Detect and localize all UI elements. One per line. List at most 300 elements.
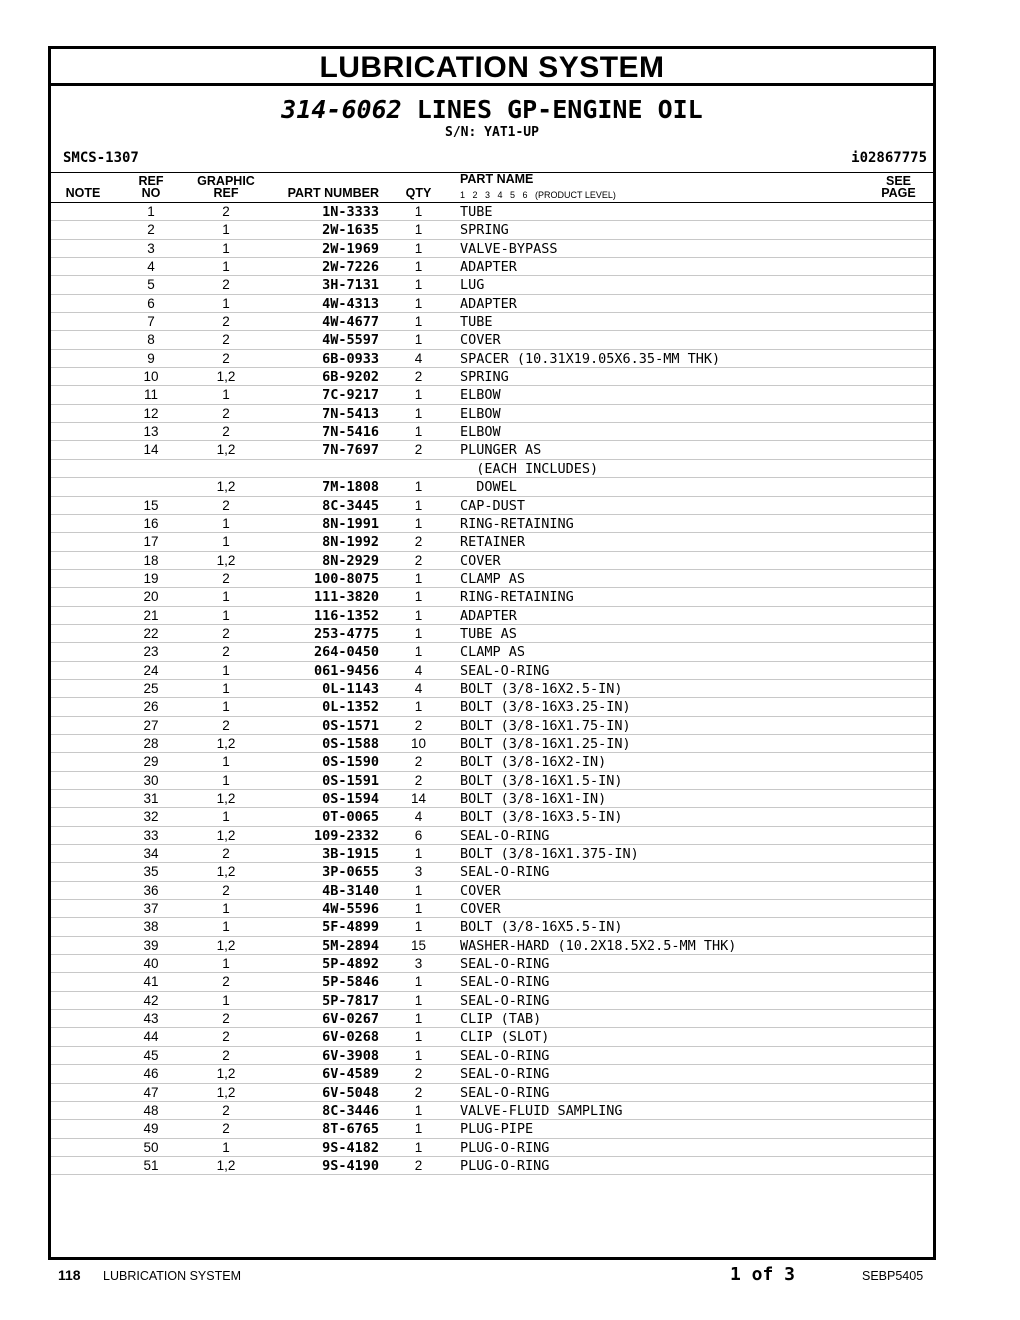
table-row bbox=[51, 276, 933, 294]
qty-cell: 1 bbox=[414, 901, 423, 917]
table-row bbox=[51, 1028, 933, 1046]
part-number-cell: 5P-7817 bbox=[322, 992, 379, 1009]
qty-cell: 1 bbox=[414, 1047, 423, 1063]
part-name-cell: VALVE-FLUID SAMPLING bbox=[460, 1102, 623, 1119]
group-title bbox=[51, 96, 933, 124]
graphic-ref-cell: 2 bbox=[222, 424, 230, 440]
ref-no-cell: 5 bbox=[147, 277, 155, 293]
part-name-cell: SEAL-O-RING bbox=[460, 956, 550, 973]
part-name-cell: VALVE-BYPASS bbox=[460, 240, 558, 257]
part-number-cell: 2W-1969 bbox=[322, 240, 379, 257]
graphic-ref-cell: 1 bbox=[222, 534, 230, 550]
ref-no-cell: 21 bbox=[143, 607, 159, 623]
part-number-cell: 264-0450 bbox=[313, 644, 379, 661]
qty-cell: 1 bbox=[414, 295, 423, 311]
graphic-ref-cell: 2 bbox=[222, 1121, 230, 1137]
part-name-cell: TUBE bbox=[460, 204, 493, 220]
graphic-ref-cell: 1 bbox=[222, 992, 230, 1008]
part-name-cell: COVER bbox=[460, 552, 501, 569]
group-part-number: 314-6062 bbox=[281, 95, 402, 124]
table-row bbox=[51, 441, 933, 459]
graphic-ref-cell: 2 bbox=[222, 882, 230, 898]
part-number-cell: 0S-1571 bbox=[322, 717, 379, 734]
qty-cell: 1 bbox=[414, 974, 423, 990]
qty-cell: 1 bbox=[414, 387, 423, 403]
qty-cell: 1 bbox=[414, 644, 423, 660]
graphic-ref-cell: 1,2 bbox=[216, 735, 236, 751]
section-title: LUBRICATION SYSTEM bbox=[51, 49, 933, 86]
part-name-cell: SEAL-O-RING bbox=[460, 1084, 550, 1101]
part-name-cell: ADAPTER bbox=[460, 607, 517, 624]
header-see-page-line2: PAGE bbox=[881, 186, 916, 200]
ref-no-cell: 18 bbox=[143, 552, 159, 568]
table-row bbox=[51, 607, 933, 625]
ref-no-cell: 29 bbox=[143, 754, 159, 770]
table-row bbox=[51, 515, 933, 533]
ref-no-cell: 10 bbox=[143, 369, 159, 385]
ref-no-cell: 17 bbox=[143, 534, 159, 550]
table-header bbox=[51, 172, 933, 203]
part-name-cell: RETAINER bbox=[460, 534, 526, 551]
graphic-ref-cell: 1,2 bbox=[216, 937, 236, 953]
part-name-cell: CLAMP AS bbox=[460, 644, 526, 661]
part-number-cell: 2W-1635 bbox=[322, 222, 379, 239]
ref-no-cell: 35 bbox=[143, 864, 159, 880]
ref-no-cell: 43 bbox=[143, 1011, 159, 1027]
ref-no-cell: 31 bbox=[143, 791, 159, 806]
qty-cell: 2 bbox=[414, 1157, 423, 1173]
qty-cell: 1 bbox=[414, 405, 423, 421]
ref-no-cell: 32 bbox=[143, 809, 159, 825]
part-number-cell: 6B-9202 bbox=[322, 369, 379, 386]
graphic-ref-cell: 1 bbox=[222, 754, 230, 770]
ref-no-cell: 36 bbox=[143, 882, 159, 898]
qty-cell: 1 bbox=[414, 424, 423, 440]
qty-cell: 2 bbox=[414, 772, 423, 788]
part-name-cell: BOLT (3/8-16X1.5-IN) bbox=[460, 772, 623, 789]
ref-no-cell: 15 bbox=[143, 497, 159, 513]
header-qty: QTY bbox=[405, 186, 432, 200]
table-row bbox=[51, 735, 933, 753]
qty-cell: 10 bbox=[410, 735, 427, 751]
part-name-cell: CAP-DUST bbox=[460, 497, 526, 514]
part-number-cell: 8T-6765 bbox=[322, 1121, 379, 1138]
part-name-cell: SPACER (10.31X19.05X6.35-MM THK) bbox=[460, 350, 721, 367]
graphic-ref-cell: 1 bbox=[222, 680, 230, 696]
part-name-cell: ELBOW bbox=[460, 387, 501, 404]
qty-cell: 1 bbox=[414, 570, 423, 586]
part-name-cell: (EACH INCLUDES) bbox=[460, 460, 599, 477]
graphic-ref-cell: 1 bbox=[222, 515, 230, 531]
ref-no-cell: 46 bbox=[143, 1066, 159, 1082]
table-row bbox=[51, 478, 933, 496]
table-row bbox=[51, 405, 933, 423]
ref-no-cell: 1 bbox=[147, 204, 155, 219]
qty-cell: 2 bbox=[414, 754, 423, 770]
graphic-ref-cell: 2 bbox=[222, 314, 230, 330]
part-name-cell: ADAPTER bbox=[460, 295, 517, 312]
part-number-cell: 6V-5048 bbox=[322, 1084, 379, 1101]
table-row bbox=[51, 643, 933, 661]
table-row bbox=[51, 1084, 933, 1102]
table-row bbox=[51, 386, 933, 404]
footer-page-of: 1 of 3 bbox=[730, 1264, 796, 1285]
qty-cell: 4 bbox=[414, 662, 423, 678]
parts-list-frame bbox=[48, 46, 936, 1260]
ref-no-cell: 49 bbox=[143, 1121, 159, 1137]
part-name-cell: ADAPTER bbox=[460, 259, 517, 276]
ref-no-cell: 14 bbox=[143, 442, 159, 458]
qty-cell: 4 bbox=[414, 350, 423, 366]
qty-cell: 1 bbox=[414, 240, 423, 256]
footer-document-code: SEBP5405 bbox=[862, 1269, 924, 1283]
table-row bbox=[51, 1157, 933, 1175]
qty-cell: 3 bbox=[414, 864, 423, 880]
qty-cell: 1 bbox=[414, 882, 423, 898]
table-row bbox=[51, 918, 933, 936]
part-name-cell: BOLT (3/8-16X3.25-IN) bbox=[460, 699, 631, 716]
part-name-cell: BOLT (3/8-16X2.5-IN) bbox=[460, 680, 623, 697]
part-name-cell: SEAL-O-RING bbox=[460, 662, 550, 679]
graphic-ref-cell: 1,2 bbox=[216, 552, 236, 568]
graphic-ref-cell: 2 bbox=[222, 497, 230, 513]
header-note: NOTE bbox=[65, 186, 101, 200]
graphic-ref-cell: 2 bbox=[222, 405, 230, 421]
page-footer bbox=[0, 1264, 1020, 1288]
ref-no-cell: 24 bbox=[143, 662, 159, 678]
part-number-cell: 8N-1991 bbox=[322, 515, 379, 532]
qty-cell: 14 bbox=[410, 791, 427, 806]
table-row bbox=[51, 588, 933, 606]
part-number-cell: 2W-7226 bbox=[322, 259, 379, 276]
part-name-cell: BOLT (3/8-16X5.5-IN) bbox=[460, 919, 623, 936]
part-name-cell: COVER bbox=[460, 332, 501, 349]
part-number-cell: 7M-1808 bbox=[322, 479, 379, 496]
graphic-ref-cell: 1,2 bbox=[216, 827, 236, 843]
ref-no-cell: 3 bbox=[147, 240, 155, 256]
part-name-cell: ELBOW bbox=[460, 405, 501, 422]
ref-no-cell: 26 bbox=[143, 699, 159, 715]
part-name-cell: TUBE AS bbox=[460, 625, 517, 642]
group-name: LINES GP-ENGINE OIL bbox=[416, 95, 703, 124]
table-row bbox=[51, 240, 933, 258]
graphic-ref-cell: 1,2 bbox=[216, 369, 236, 385]
ref-no-cell: 47 bbox=[143, 1084, 159, 1100]
table-row bbox=[51, 625, 933, 643]
table-row bbox=[51, 845, 933, 863]
graphic-ref-cell: 2 bbox=[222, 1011, 230, 1027]
ref-no-cell: 42 bbox=[143, 992, 159, 1008]
part-name-cell: CLAMP AS bbox=[460, 570, 526, 587]
graphic-ref-cell: 1 bbox=[222, 901, 230, 917]
part-name-cell: BOLT (3/8-16X3.5-IN) bbox=[460, 809, 623, 826]
ref-no-cell: 16 bbox=[143, 515, 159, 531]
part-name-cell: SEAL-O-RING bbox=[460, 827, 550, 844]
table-row bbox=[51, 955, 933, 973]
graphic-ref-cell: 1,2 bbox=[216, 479, 236, 495]
qty-cell: 4 bbox=[414, 680, 423, 696]
ref-no-cell: 11 bbox=[143, 387, 158, 403]
qty-cell: 1 bbox=[414, 1011, 423, 1027]
part-number-cell: 7N-5413 bbox=[322, 405, 379, 422]
graphic-ref-cell: 2 bbox=[222, 277, 230, 293]
part-name-cell: SPRING bbox=[460, 222, 509, 239]
part-number-cell: 6V-0267 bbox=[322, 1011, 379, 1028]
ref-no-cell: 20 bbox=[143, 589, 159, 605]
part-number-cell: 0L-1143 bbox=[322, 680, 379, 697]
graphic-ref-cell: 1 bbox=[222, 772, 230, 788]
part-number-cell: 061-9456 bbox=[313, 662, 379, 679]
header-product-level: 1 2 3 4 5 6 (PRODUCT LEVEL) bbox=[460, 190, 616, 200]
part-name-cell: PLUG-O-RING bbox=[460, 1139, 550, 1156]
table-row bbox=[51, 827, 933, 845]
part-name-cell: CLIP (SLOT) bbox=[460, 1029, 550, 1046]
part-number-cell: 0L-1352 bbox=[322, 699, 379, 716]
graphic-ref-cell: 1 bbox=[222, 956, 230, 972]
qty-cell: 1 bbox=[414, 846, 423, 862]
graphic-ref-cell: 1 bbox=[222, 809, 230, 825]
parts-table-body bbox=[51, 203, 933, 1175]
ref-no-cell: 51 bbox=[143, 1157, 159, 1173]
header-see-page-line1: SEE bbox=[885, 174, 911, 188]
ref-no-cell: 25 bbox=[143, 680, 159, 696]
graphic-ref-cell: 1 bbox=[222, 295, 230, 311]
qty-cell: 1 bbox=[414, 277, 423, 293]
part-number-cell: 4W-5597 bbox=[322, 332, 379, 349]
ref-no-cell: 37 bbox=[143, 901, 159, 917]
table-row bbox=[51, 368, 933, 386]
qty-cell: 4 bbox=[414, 809, 423, 825]
part-number-cell: 253-4775 bbox=[313, 625, 379, 642]
graphic-ref-cell: 1,2 bbox=[216, 1084, 236, 1100]
part-number-cell: 5F-4899 bbox=[322, 919, 379, 936]
part-name-cell: WASHER-HARD (10.2X18.5X2.5-MM THK) bbox=[460, 937, 737, 954]
table-row bbox=[51, 973, 933, 991]
ref-no-cell: 30 bbox=[143, 772, 159, 788]
part-number-cell: 9S-4182 bbox=[322, 1139, 379, 1156]
part-number-cell: 8C-3445 bbox=[322, 497, 379, 514]
part-name-cell: PLUG-O-RING bbox=[460, 1157, 550, 1174]
part-number-cell: 109-2332 bbox=[313, 827, 379, 844]
graphic-ref-cell: 1 bbox=[222, 387, 230, 403]
table-row bbox=[51, 1102, 933, 1120]
part-number-cell: 5P-5846 bbox=[322, 974, 379, 991]
part-name-cell: BOLT (3/8-16X1.25-IN) bbox=[460, 735, 631, 752]
graphic-ref-cell: 1 bbox=[222, 589, 230, 605]
table-row bbox=[51, 1120, 933, 1138]
part-name-cell: COVER bbox=[460, 882, 501, 899]
graphic-ref-cell: 2 bbox=[222, 1029, 230, 1045]
graphic-ref-cell: 1,2 bbox=[216, 791, 236, 806]
table-row bbox=[51, 552, 933, 570]
table-row bbox=[51, 295, 933, 313]
ref-no-cell: 7 bbox=[147, 314, 155, 330]
part-name-cell: SPRING bbox=[460, 369, 509, 386]
qty-cell: 2 bbox=[414, 717, 423, 733]
graphic-ref-cell: 2 bbox=[222, 204, 230, 219]
part-number-cell: 0S-1591 bbox=[322, 772, 379, 789]
qty-cell: 1 bbox=[414, 332, 423, 348]
ref-no-cell: 4 bbox=[147, 259, 155, 275]
part-number-cell: 0S-1588 bbox=[322, 735, 379, 752]
ref-no-cell: 13 bbox=[143, 424, 159, 440]
part-name-cell: CLIP (TAB) bbox=[460, 1011, 542, 1028]
table-row bbox=[51, 258, 933, 276]
ref-no-cell: 19 bbox=[143, 570, 159, 586]
part-name-cell: DOWEL bbox=[460, 479, 517, 496]
table-row bbox=[51, 423, 933, 441]
table-row bbox=[51, 1065, 933, 1083]
table-row bbox=[51, 497, 933, 515]
part-number-cell: 8N-2929 bbox=[322, 552, 379, 569]
qty-cell: 2 bbox=[414, 442, 423, 458]
qty-cell: 15 bbox=[410, 937, 427, 953]
part-name-cell: TUBE bbox=[460, 314, 493, 331]
part-number-cell: 6V-0268 bbox=[322, 1029, 379, 1046]
graphic-ref-cell: 2 bbox=[222, 717, 230, 733]
table-row bbox=[51, 992, 933, 1010]
qty-cell: 1 bbox=[414, 479, 423, 495]
table-row bbox=[51, 753, 933, 771]
ref-no-cell: 44 bbox=[143, 1029, 159, 1045]
qty-cell: 1 bbox=[414, 699, 423, 715]
part-number-cell: 3P-0655 bbox=[322, 864, 379, 881]
serial-number: S/N: YAT1-UP bbox=[445, 125, 539, 140]
part-number-cell: 3H-7131 bbox=[322, 277, 379, 294]
part-name-cell: ELBOW bbox=[460, 424, 501, 441]
ref-no-cell: 9 bbox=[147, 350, 155, 366]
ref-no-cell: 48 bbox=[143, 1102, 159, 1118]
qty-cell: 2 bbox=[414, 1066, 423, 1082]
graphic-ref-cell: 1 bbox=[222, 662, 230, 678]
graphic-ref-cell: 2 bbox=[222, 332, 230, 348]
table-row bbox=[51, 1010, 933, 1028]
part-number-cell: 7C-9217 bbox=[322, 387, 379, 404]
table-row bbox=[51, 1047, 933, 1065]
graphic-ref-cell: 2 bbox=[222, 644, 230, 660]
part-name-cell: PLUG-PIPE bbox=[460, 1121, 534, 1138]
qty-cell: 1 bbox=[414, 607, 423, 623]
part-name-cell: SEAL-O-RING bbox=[460, 974, 550, 991]
part-number-cell: 8N-1992 bbox=[322, 534, 379, 551]
graphic-ref-cell: 2 bbox=[222, 846, 230, 862]
ref-no-cell: 6 bbox=[147, 295, 155, 311]
document-id: i02867775 bbox=[851, 150, 927, 166]
id-row bbox=[51, 146, 933, 172]
table-row bbox=[51, 662, 933, 680]
qty-cell: 2 bbox=[414, 534, 423, 550]
table-row bbox=[51, 350, 933, 368]
table-row bbox=[51, 533, 933, 551]
ref-no-cell: 27 bbox=[143, 717, 159, 733]
part-number-cell: 6V-4589 bbox=[322, 1066, 379, 1083]
part-number-cell: 116-1352 bbox=[313, 607, 379, 624]
part-name-cell: SEAL-O-RING bbox=[460, 864, 550, 881]
graphic-ref-cell: 1 bbox=[222, 240, 230, 256]
header-ref-no-line1: REF bbox=[138, 174, 164, 188]
qty-cell: 1 bbox=[414, 515, 423, 531]
table-row bbox=[51, 570, 933, 588]
graphic-ref-cell: 2 bbox=[222, 1047, 230, 1063]
qty-cell: 1 bbox=[414, 222, 423, 238]
ref-no-cell: 2 bbox=[147, 222, 155, 238]
graphic-ref-cell: 1,2 bbox=[216, 442, 236, 458]
ref-no-cell: 22 bbox=[143, 625, 159, 641]
header-graphic-ref-line1: GRAPHIC bbox=[197, 174, 255, 188]
table-row bbox=[51, 937, 933, 955]
ref-no-cell: 12 bbox=[143, 405, 159, 421]
part-number-cell: 5P-4892 bbox=[322, 956, 379, 973]
ref-no-cell: 8 bbox=[147, 332, 155, 348]
ref-no-cell: 39 bbox=[143, 937, 159, 953]
part-name-cell: RING-RETAINING bbox=[460, 589, 574, 606]
table-row bbox=[51, 313, 933, 331]
qty-cell: 1 bbox=[414, 1139, 423, 1155]
table-row bbox=[51, 680, 933, 698]
part-number-cell: 0T-0065 bbox=[322, 809, 379, 826]
graphic-ref-cell: 2 bbox=[222, 570, 230, 586]
qty-cell: 2 bbox=[414, 369, 423, 385]
table-row bbox=[51, 772, 933, 790]
qty-cell: 1 bbox=[414, 259, 423, 275]
part-number-cell: 4W-5596 bbox=[322, 901, 379, 918]
qty-cell: 6 bbox=[414, 827, 423, 843]
part-number-cell: 111-3820 bbox=[313, 589, 379, 606]
part-name-cell: RING-RETAINING bbox=[460, 515, 574, 532]
part-number-cell: 6V-3908 bbox=[322, 1047, 379, 1064]
footer-page-number: 118 bbox=[58, 1267, 81, 1283]
table-row bbox=[51, 698, 933, 716]
part-number-cell: 1N-3333 bbox=[322, 204, 379, 220]
qty-cell: 1 bbox=[414, 314, 423, 330]
ref-no-cell: 38 bbox=[143, 919, 159, 935]
qty-cell: 2 bbox=[414, 1084, 423, 1100]
table-row bbox=[51, 460, 933, 478]
part-name-cell: SEAL-O-RING bbox=[460, 1066, 550, 1083]
part-name-cell: PLUNGER AS bbox=[460, 442, 542, 459]
graphic-ref-cell: 1 bbox=[222, 259, 230, 275]
table-row bbox=[51, 1139, 933, 1157]
graphic-ref-cell: 2 bbox=[222, 350, 230, 366]
ref-no-cell: 50 bbox=[143, 1139, 159, 1155]
qty-cell: 1 bbox=[414, 1029, 423, 1045]
graphic-ref-cell: 2 bbox=[222, 1102, 230, 1118]
part-name-cell: BOLT (3/8-16X1-IN) bbox=[460, 791, 607, 807]
ref-no-cell: 40 bbox=[143, 956, 159, 972]
table-row bbox=[51, 203, 933, 221]
part-number-cell: 6B-0933 bbox=[322, 350, 379, 367]
ref-no-cell: 41 bbox=[143, 974, 159, 990]
ref-no-cell: 23 bbox=[143, 644, 159, 660]
qty-cell: 1 bbox=[414, 625, 423, 641]
part-number-cell: 7N-7697 bbox=[322, 442, 379, 459]
qty-cell: 1 bbox=[414, 1121, 423, 1137]
part-name-cell: SEAL-O-RING bbox=[460, 1047, 550, 1064]
graphic-ref-cell: 1,2 bbox=[216, 864, 236, 880]
qty-cell: 1 bbox=[414, 589, 423, 605]
table-row bbox=[51, 900, 933, 918]
part-name-cell: BOLT (3/8-16X1.375-IN) bbox=[460, 846, 639, 863]
part-number-cell: 4B-3140 bbox=[322, 882, 379, 899]
part-name-cell: COVER bbox=[460, 901, 501, 918]
part-number-cell: 4W-4677 bbox=[322, 314, 379, 331]
part-number-cell: 9S-4190 bbox=[322, 1157, 379, 1174]
part-name-cell: SEAL-O-RING bbox=[460, 992, 550, 1009]
graphic-ref-cell: 1 bbox=[222, 919, 230, 935]
header-part-number: PART NUMBER bbox=[287, 186, 379, 200]
graphic-ref-cell: 2 bbox=[222, 625, 230, 641]
qty-cell: 2 bbox=[414, 552, 423, 568]
